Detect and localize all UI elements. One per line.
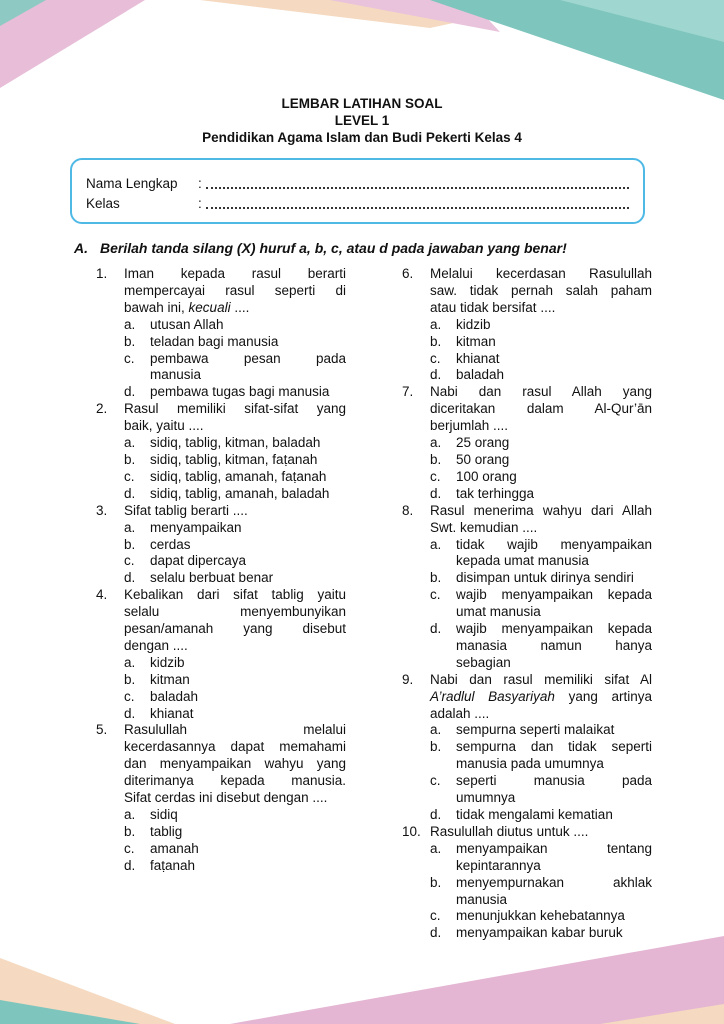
question-text-line bbox=[430, 824, 652, 841]
option-letter: c. bbox=[430, 587, 441, 603]
worksheet-title: LEMBAR LATIHAN SOAL bbox=[281, 96, 443, 111]
option-text bbox=[150, 553, 346, 570]
option-text bbox=[456, 773, 652, 807]
question-text-line bbox=[124, 638, 346, 655]
option-letter: a. bbox=[430, 840, 442, 856]
option-text-line: umumnya bbox=[456, 790, 516, 806]
option-text-line: pembawa tugas bagi manusia bbox=[150, 384, 330, 400]
class-fill-line[interactable] bbox=[206, 206, 629, 209]
option-letter: a. bbox=[430, 536, 442, 552]
question-text-line: mempercayai rasul seperti di bbox=[124, 282, 346, 298]
option-text-line: sidiq, tablig, kitman, faṭanah bbox=[150, 451, 318, 467]
question-text-line: Iman kepada rasul berarti bbox=[124, 266, 346, 281]
answer-option[interactable] bbox=[124, 317, 346, 334]
question-text-line: selalu menyembunyikan bbox=[124, 604, 346, 620]
question-body bbox=[124, 722, 346, 874]
option-letter: d. bbox=[430, 367, 442, 383]
option-text bbox=[456, 435, 652, 452]
option-text bbox=[456, 367, 652, 384]
option-letter: c. bbox=[430, 468, 441, 484]
option-text bbox=[456, 469, 652, 486]
option-letter: c. bbox=[124, 688, 135, 704]
option-text bbox=[150, 520, 346, 537]
option-text-line: selalu berbuat benar bbox=[150, 570, 274, 586]
option-text bbox=[150, 486, 346, 503]
option-text-line: sebagian bbox=[456, 654, 511, 670]
option-text bbox=[150, 824, 346, 841]
option-text-line: seperti manusia pada bbox=[456, 773, 652, 789]
option-letter: a. bbox=[124, 654, 136, 670]
option-text bbox=[150, 384, 346, 401]
option-text-line: menyampaikan kabar buruk bbox=[456, 925, 623, 941]
option-letter: d. bbox=[124, 384, 136, 400]
question-text-fragment: .... bbox=[230, 299, 250, 315]
option-letter: a. bbox=[124, 519, 136, 535]
option-text bbox=[456, 317, 652, 334]
option-text-line: faṭanah bbox=[150, 857, 196, 873]
section-instruction-text: Berilah tanda silang (X) huruf a, b, c, atau d pada jawaban yang benar! bbox=[100, 240, 567, 256]
question-italic-term: kecuali bbox=[188, 299, 231, 315]
option-text bbox=[150, 841, 346, 858]
option-letter: a. bbox=[124, 316, 136, 332]
section-instruction bbox=[74, 240, 567, 256]
option-letter: b. bbox=[124, 671, 136, 687]
class-row bbox=[86, 194, 629, 212]
option-letter: d. bbox=[430, 925, 442, 941]
option-text bbox=[150, 351, 346, 385]
option-text bbox=[456, 570, 652, 587]
question-text-line bbox=[124, 300, 346, 317]
answer-option[interactable] bbox=[430, 722, 652, 739]
question-number: 8. bbox=[402, 502, 414, 518]
answer-option[interactable] bbox=[124, 469, 346, 486]
option-letter: c. bbox=[124, 350, 135, 366]
answer-option[interactable] bbox=[124, 520, 346, 537]
option-text bbox=[456, 722, 652, 739]
name-label: Nama Lengkap bbox=[86, 175, 178, 191]
option-text-line: sidiq, tablig, amanah, baladah bbox=[150, 485, 330, 501]
student-identity-box bbox=[70, 158, 645, 224]
question-text-fragment: Sifat tablig berarti .... bbox=[124, 502, 248, 518]
option-text-line: menyampaikan tentang bbox=[456, 840, 652, 856]
option-text-line: sidiq, tablig, amanah, faṭanah bbox=[150, 468, 327, 484]
option-letter: b. bbox=[430, 739, 442, 755]
answer-option[interactable] bbox=[430, 537, 652, 571]
option-text-line: khianat bbox=[456, 350, 500, 366]
question-text-line: Nabi dan rasul memiliki sifat Al bbox=[430, 671, 652, 687]
worksheet-level: LEVEL 1 bbox=[334, 113, 390, 128]
option-text-line: khianat bbox=[150, 705, 194, 721]
question-item bbox=[402, 384, 652, 502]
option-text-line: 100 orang bbox=[456, 468, 517, 484]
answer-option[interactable] bbox=[430, 334, 652, 351]
name-colon: : bbox=[198, 175, 202, 191]
option-text-line: kitman bbox=[456, 333, 496, 349]
answer-option[interactable] bbox=[430, 908, 652, 925]
option-letter: d. bbox=[430, 485, 442, 501]
question-text-fragment: Sifat cerdas ini disebut dengan .... bbox=[124, 790, 328, 806]
question-item bbox=[402, 824, 652, 942]
worksheet-subject: Pendidikan Agama Islam dan Budi Pekerti Kelas 4 bbox=[202, 130, 522, 145]
option-text-line: sidiq, tablig, kitman, baladah bbox=[150, 435, 321, 451]
option-text-line: 50 orang bbox=[456, 451, 510, 467]
option-letter: d. bbox=[124, 485, 136, 501]
question-number: 6. bbox=[402, 266, 414, 281]
option-text-line: kidzib bbox=[456, 316, 491, 332]
option-text-line: cerdas bbox=[150, 536, 191, 552]
option-letter: d. bbox=[430, 621, 442, 637]
question-body bbox=[124, 401, 346, 502]
option-letter: d. bbox=[430, 807, 442, 822]
option-letter: d. bbox=[124, 570, 136, 586]
option-letter: c. bbox=[430, 773, 441, 789]
question-number: 4. bbox=[96, 587, 108, 603]
section-letter: A. bbox=[74, 240, 88, 256]
option-text-line: manusia bbox=[456, 891, 508, 907]
question-text-line: saw. tidak pernah salah paham bbox=[430, 282, 652, 298]
option-text-line: manusia pada umumnya bbox=[456, 756, 604, 772]
answer-option[interactable] bbox=[124, 384, 346, 401]
answer-option[interactable] bbox=[124, 689, 346, 706]
question-text-line bbox=[430, 706, 652, 723]
option-text-line: tablig bbox=[150, 823, 183, 839]
option-text bbox=[150, 807, 346, 824]
question-text-line: diterimanya kepada manusia. bbox=[124, 773, 346, 789]
question-body bbox=[430, 384, 652, 502]
answer-option[interactable] bbox=[124, 452, 346, 469]
option-text bbox=[456, 452, 652, 469]
question-item bbox=[402, 503, 652, 672]
option-letter: c. bbox=[124, 468, 135, 484]
option-text-line: baladah bbox=[150, 688, 199, 704]
question-body bbox=[430, 824, 652, 942]
questions-column-left bbox=[96, 266, 346, 875]
answer-option[interactable] bbox=[430, 739, 652, 773]
option-letter: c. bbox=[124, 553, 135, 569]
question-text-line: Rasul menerima wahyu dari Allah bbox=[430, 502, 652, 518]
option-text-line: tak terhingga bbox=[456, 485, 535, 501]
answer-option[interactable] bbox=[430, 773, 652, 807]
option-text-line: tidak wajib menyampaikan bbox=[456, 536, 652, 552]
question-body bbox=[430, 503, 652, 672]
class-colon: : bbox=[198, 195, 202, 211]
answer-option[interactable] bbox=[124, 858, 346, 875]
question-number: 10. bbox=[402, 823, 421, 839]
question-body bbox=[430, 672, 652, 824]
option-text bbox=[150, 452, 346, 469]
answer-option[interactable] bbox=[124, 824, 346, 841]
question-body bbox=[124, 266, 346, 401]
answer-option[interactable] bbox=[124, 553, 346, 570]
question-body bbox=[124, 587, 346, 722]
option-letter: d. bbox=[124, 857, 136, 873]
answer-option[interactable] bbox=[124, 807, 346, 824]
option-text bbox=[150, 537, 346, 554]
question-item bbox=[96, 503, 346, 588]
answer-option[interactable] bbox=[430, 351, 652, 368]
option-text-line: sempurna seperti malaikat bbox=[456, 722, 615, 738]
question-number: 2. bbox=[96, 401, 108, 417]
option-text-line: wajib menyampaikan kepada bbox=[456, 621, 652, 637]
question-text-line: Melalui kecerdasan Rasulullah bbox=[430, 266, 652, 281]
option-letter: c. bbox=[430, 350, 441, 366]
option-letter: a. bbox=[430, 435, 442, 451]
option-text-line: kepada umat manusia bbox=[456, 553, 589, 569]
option-letter: d. bbox=[124, 705, 136, 721]
option-text bbox=[456, 351, 652, 368]
option-text bbox=[150, 706, 346, 723]
answer-option[interactable] bbox=[124, 655, 346, 672]
option-letter: b. bbox=[124, 823, 136, 839]
answer-option[interactable] bbox=[124, 435, 346, 452]
question-item bbox=[96, 722, 346, 874]
question-text-line bbox=[124, 503, 346, 520]
option-text bbox=[456, 925, 652, 942]
question-text-fragment: adalah .... bbox=[430, 705, 490, 721]
option-text bbox=[150, 334, 346, 351]
option-text bbox=[150, 317, 346, 334]
option-text bbox=[456, 739, 652, 773]
option-letter: a. bbox=[124, 435, 136, 451]
question-text-line: pesan/amanah yang disebut bbox=[124, 621, 346, 637]
question-text-line bbox=[124, 418, 346, 435]
question-body bbox=[430, 266, 652, 384]
option-text-line: amanah bbox=[150, 840, 199, 856]
option-text-line: sidiq bbox=[150, 807, 178, 822]
answer-option[interactable] bbox=[124, 841, 346, 858]
question-text-line bbox=[430, 520, 652, 537]
answer-option[interactable] bbox=[124, 672, 346, 689]
option-letter: a. bbox=[430, 722, 442, 738]
option-text-line: kepintarannya bbox=[456, 857, 541, 873]
questions-column-right bbox=[402, 266, 652, 942]
question-item bbox=[96, 587, 346, 722]
question-item bbox=[96, 401, 346, 502]
answer-option[interactable] bbox=[124, 486, 346, 503]
option-text bbox=[150, 570, 346, 587]
option-letter: b. bbox=[124, 333, 136, 349]
answer-option[interactable] bbox=[124, 351, 346, 385]
option-text-line: menyampaikan bbox=[150, 519, 242, 535]
option-letter: b. bbox=[430, 570, 442, 586]
name-fill-line[interactable] bbox=[206, 186, 629, 189]
question-text-line bbox=[430, 689, 652, 706]
option-text-line: disimpan untuk dirinya sendiri bbox=[456, 570, 634, 586]
option-letter: b. bbox=[430, 333, 442, 349]
option-text-line: kidzib bbox=[150, 654, 185, 670]
class-label: Kelas bbox=[86, 195, 120, 211]
answer-option[interactable] bbox=[430, 469, 652, 486]
option-letter: c. bbox=[430, 908, 441, 924]
option-letter: a. bbox=[124, 807, 136, 822]
option-text bbox=[150, 672, 346, 689]
question-text-line bbox=[124, 790, 346, 807]
answer-option[interactable] bbox=[430, 452, 652, 469]
option-text-line: tidak mengalami kematian bbox=[456, 807, 613, 822]
option-letter: b. bbox=[430, 874, 442, 890]
question-text-fragment: baik, yaitu .... bbox=[124, 418, 204, 434]
option-text-line: kitman bbox=[150, 671, 190, 687]
answer-option[interactable] bbox=[430, 367, 652, 384]
option-letter: b. bbox=[430, 451, 442, 467]
answer-option[interactable] bbox=[430, 317, 652, 334]
answer-option[interactable] bbox=[430, 435, 652, 452]
option-text-line: pembawa pesan pada bbox=[150, 350, 346, 366]
question-italic-term: A’radlul Basyariyah bbox=[430, 688, 555, 704]
option-text-line: sempurna dan tidak seperti bbox=[456, 739, 652, 755]
answer-option[interactable] bbox=[430, 621, 652, 672]
option-text bbox=[456, 486, 652, 503]
question-text-fragment: berjumlah .... bbox=[430, 418, 509, 434]
option-text bbox=[456, 587, 652, 621]
answer-option[interactable] bbox=[430, 925, 652, 942]
option-text bbox=[456, 875, 652, 909]
answer-option[interactable] bbox=[124, 570, 346, 587]
question-body bbox=[124, 503, 346, 588]
option-text bbox=[456, 621, 652, 672]
option-text bbox=[150, 655, 346, 672]
option-text-line: manasia namun hanya bbox=[456, 637, 652, 653]
question-text-line: Rasulullah melalui bbox=[124, 722, 346, 738]
answer-option[interactable] bbox=[430, 570, 652, 587]
question-number: 7. bbox=[402, 384, 414, 400]
answer-option[interactable] bbox=[124, 706, 346, 723]
worksheet-header bbox=[0, 95, 724, 146]
option-text-line: baladah bbox=[456, 367, 505, 383]
question-text-line: diceritakan dalam Al-Qur’ān bbox=[430, 401, 652, 417]
question-text-fragment: atau tidak bersifat .... bbox=[430, 299, 556, 315]
question-item bbox=[96, 266, 346, 401]
option-text bbox=[456, 841, 652, 875]
option-text-line: dapat dipercaya bbox=[150, 553, 247, 569]
option-text bbox=[150, 689, 346, 706]
option-text-line: menyempurnakan akhlak bbox=[456, 874, 652, 890]
question-text-fragment: dengan .... bbox=[124, 637, 188, 653]
option-text-line: manusia bbox=[150, 367, 202, 383]
option-text bbox=[456, 807, 652, 824]
name-row bbox=[86, 174, 629, 192]
question-text-line: Rasul memiliki sifat-sifat yang bbox=[124, 401, 346, 417]
question-number: 5. bbox=[96, 722, 108, 738]
answer-option[interactable] bbox=[430, 807, 652, 824]
answer-option[interactable] bbox=[430, 587, 652, 621]
question-text-line bbox=[430, 300, 652, 317]
question-text-line: Kebalikan dari sifat tablig yaitu bbox=[124, 587, 346, 603]
question-number: 3. bbox=[96, 502, 108, 518]
option-text bbox=[456, 908, 652, 925]
answer-option[interactable] bbox=[430, 486, 652, 503]
question-number: 1. bbox=[96, 266, 108, 281]
option-letter: a. bbox=[430, 316, 442, 332]
answer-option[interactable] bbox=[124, 537, 346, 554]
option-letter: b. bbox=[124, 451, 136, 467]
option-letter: c. bbox=[124, 840, 135, 856]
option-text-line: teladan bagi manusia bbox=[150, 333, 279, 349]
question-text-fragment: Rasulullah diutus untuk .... bbox=[430, 823, 589, 839]
question-text-line: dan menyampaikan wahyu yang bbox=[124, 756, 346, 772]
option-text bbox=[456, 537, 652, 571]
answer-option[interactable] bbox=[124, 334, 346, 351]
option-text bbox=[150, 469, 346, 486]
question-text-fragment: yang artinya bbox=[554, 688, 652, 704]
option-text-line: utusan Allah bbox=[150, 316, 224, 332]
question-text-fragment: Swt. kemudian .... bbox=[430, 519, 538, 535]
option-text-line: umat manusia bbox=[456, 604, 541, 620]
answer-option[interactable] bbox=[430, 841, 652, 875]
question-number: 9. bbox=[402, 671, 414, 687]
option-text bbox=[150, 858, 346, 875]
question-text-line: Nabi dan rasul Allah yang bbox=[430, 384, 652, 400]
answer-option[interactable] bbox=[430, 875, 652, 909]
question-text-line: kecerdasannya dapat memahami bbox=[124, 739, 346, 755]
question-item bbox=[402, 266, 652, 384]
question-item bbox=[402, 672, 652, 824]
question-text-line bbox=[430, 418, 652, 435]
option-text-line: 25 orang bbox=[456, 435, 510, 451]
option-letter: b. bbox=[124, 536, 136, 552]
question-text-fragment: bawah ini, bbox=[124, 299, 189, 315]
option-text bbox=[456, 334, 652, 351]
option-text-line: menunjukkan kehebatannya bbox=[456, 908, 625, 924]
option-text-line: wajib menyampaikan kepada bbox=[456, 587, 652, 603]
option-text bbox=[150, 435, 346, 452]
